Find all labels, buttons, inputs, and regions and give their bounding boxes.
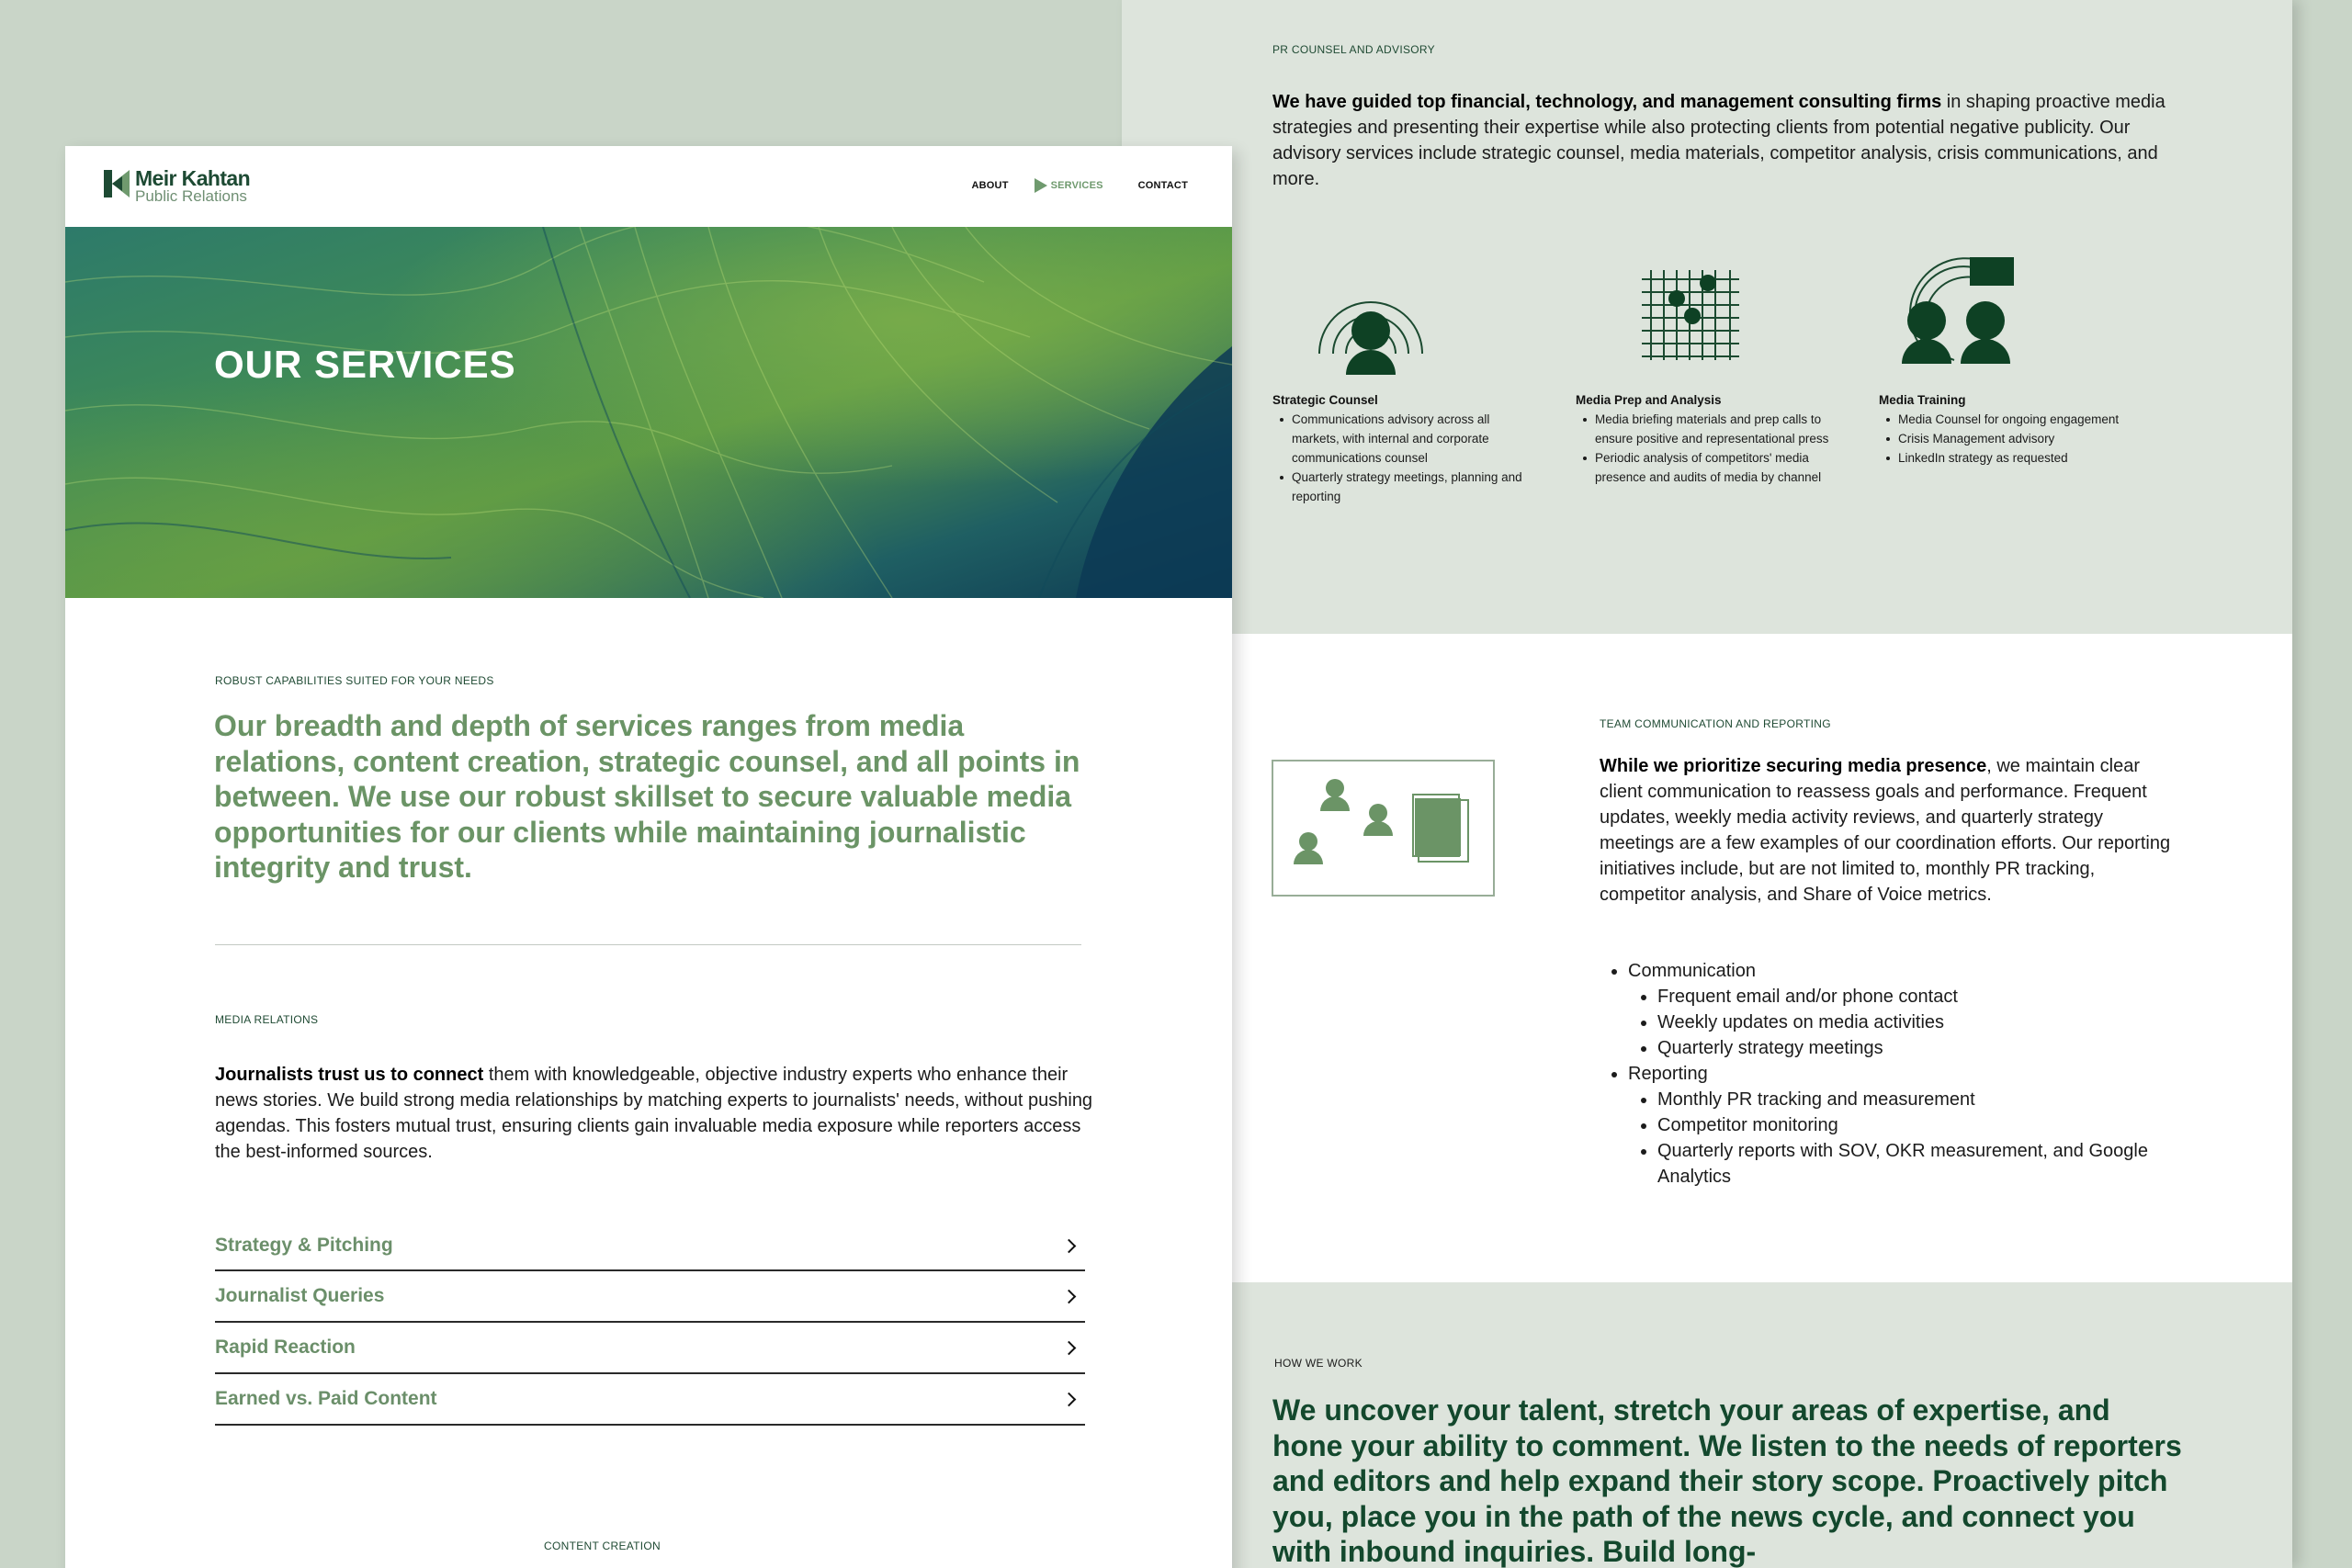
list-item: Weekly updates on media activities (1600, 1010, 2169, 1035)
team-comm-bold: While we prioritize securing media presence (1600, 756, 1987, 776)
logo-mark-icon (104, 168, 131, 199)
active-arrow-icon (1035, 178, 1047, 193)
team-comm-eyebrow: TEAM COMMUNICATION AND REPORTING (1600, 717, 1831, 730)
service-bullet: LinkedIn strategy as requested (1879, 448, 2141, 468)
nav-contact[interactable]: CONTACT (1137, 180, 1188, 191)
chevron-right-icon (1062, 1289, 1077, 1303)
main-nav (972, 178, 1189, 193)
list-item: Monthly PR tracking and measurement (1600, 1087, 2169, 1112)
pr-counsel-eyebrow: PR COUNSEL AND ADVISORY (1272, 43, 1435, 56)
page-title: OUR SERVICES (214, 343, 516, 386)
hero-wave-pattern (65, 227, 1232, 598)
list-item: Frequent email and/or phone contact (1600, 984, 2169, 1010)
team-comm-text: , we maintain clear client communication to reassess goals and performance. Frequent updates, weekly media activity reviews, and quarterly strategy meetings are a few examples of our coordination efforts. Our reporting initiatives include, but are not limited to, monthly PR tracking, competitor analysis, and Share of Voice metrics. (1600, 756, 2171, 905)
services-page-continued (1122, 0, 2292, 1568)
service-strategic-counsel (1272, 250, 1548, 506)
media-relations-bold: Journalists trust us to connect (215, 1065, 484, 1085)
logo-name: Meir Kahtan (135, 166, 251, 190)
intro-eyebrow: ROBUST CAPABILITIES SUITED FOR YOUR NEEDS (215, 674, 494, 687)
service-title: Media Training (1879, 393, 1966, 407)
accordion-label: Strategy & Pitching (215, 1235, 393, 1256)
team-comm-paragraph (1600, 753, 2178, 908)
service-bullet: Communications advisory across all markets, with internal and corporate communications counsel (1272, 410, 1534, 468)
accordion-item-earned-paid[interactable] (215, 1374, 1085, 1426)
logo-text (135, 168, 250, 204)
accordion-label: Rapid Reaction (215, 1337, 356, 1358)
how-we-work-eyebrow: HOW WE WORK (1274, 1357, 1363, 1370)
service-bullet: Quarterly strategy meetings, planning and reporting (1272, 468, 1534, 506)
service-bullets (1576, 410, 1851, 487)
accordion-label: Earned vs. Paid Content (215, 1388, 437, 1409)
pr-counsel-text: in shaping proactive media strategies and presenting their expertise while also protecting clients from potential negative publicity. Our advisory services include strategic counsel, media materials, competitor analysis, crisis communications, and more. (1272, 92, 2165, 189)
service-title: Media Prep and Analysis (1576, 393, 1722, 407)
logo[interactable] (104, 168, 250, 204)
training-people-icon (1879, 250, 2154, 378)
how-we-work-lead: We uncover your talent, stretch your areas of expertise, and hone your ability to comment. We listen to the needs of reporters and editors and help expand their story scope. Proactively pitch you, place you in the path of the news cycle, and connect you with inbound inquiries. Build long- (1272, 1393, 2182, 1568)
team-illustration-icon (1272, 760, 1495, 897)
pr-counsel-bold: We have guided top financial, technology, and management consulting firms (1272, 92, 1942, 112)
service-bullets (1272, 410, 1548, 506)
services-page (65, 146, 1232, 1568)
media-relations-text: them with knowledgeable, objective industry experts who enhance their news stories. We build strong media relationships by matching experts to journalists' needs, without pushing agendas. This fosters mutual trust, ensuring clients gain invaluable media exposure while reporters access the best-informed sources. (215, 1065, 1093, 1162)
service-bullets (1879, 410, 2154, 468)
hero-banner (65, 227, 1232, 598)
list-item: Quarterly reports with SOV, OKR measurement, and Google Analytics (1600, 1138, 2169, 1190)
accordion-item-rapid-reaction[interactable] (215, 1323, 1085, 1374)
divider (215, 944, 1081, 945)
team-comm-list (1600, 958, 2169, 1190)
accordion-item-journalist-queries[interactable] (215, 1271, 1085, 1323)
nav-services[interactable] (1035, 178, 1103, 193)
media-relations-accordion (215, 1222, 1085, 1426)
service-media-training (1879, 250, 2154, 468)
service-bullet: Media Counsel for ongoing engagement (1879, 410, 2141, 429)
accordion-label: Journalist Queries (215, 1285, 385, 1306)
accordion-item-strategy-pitching[interactable] (215, 1222, 1085, 1271)
intro-lead: Our breadth and depth of services ranges from media relations, content creation, strategic counsel, and all points in between. We use our robust skillset to secure valuable media opportunities for our clients while maintaining journalistic integrity and trust. (214, 709, 1080, 884)
nav-services-label: SERVICES (1050, 180, 1103, 191)
broadcast-person-icon (1272, 250, 1548, 378)
service-bullet: Periodic analysis of competitors' media presence and audits of media by channel (1576, 448, 1838, 487)
service-media-prep (1576, 250, 1851, 487)
grid-analysis-icon (1576, 250, 1851, 378)
service-bullet: Crisis Management advisory (1879, 429, 2141, 448)
service-bullet: Media briefing materials and prep calls to ensure positive and representational press (1576, 410, 1838, 448)
list-item: Reporting (1600, 1061, 2169, 1087)
list-item: Quarterly strategy meetings (1600, 1035, 2169, 1061)
nav-about[interactable]: ABOUT (971, 180, 1009, 191)
list-item: Competitor monitoring (1600, 1112, 2169, 1138)
content-creation-eyebrow: CONTENT CREATION (544, 1540, 662, 1552)
chevron-right-icon (1062, 1392, 1077, 1406)
media-relations-eyebrow: MEDIA RELATIONS (215, 1013, 319, 1026)
pr-counsel-paragraph (1272, 89, 2173, 192)
service-title: Strategic Counsel (1272, 393, 1378, 407)
logo-subtitle: Public Relations (135, 187, 247, 205)
list-item: Communication (1600, 958, 2169, 984)
chevron-right-icon (1062, 1340, 1077, 1355)
chevron-right-icon (1062, 1238, 1077, 1253)
media-relations-paragraph (215, 1062, 1097, 1165)
